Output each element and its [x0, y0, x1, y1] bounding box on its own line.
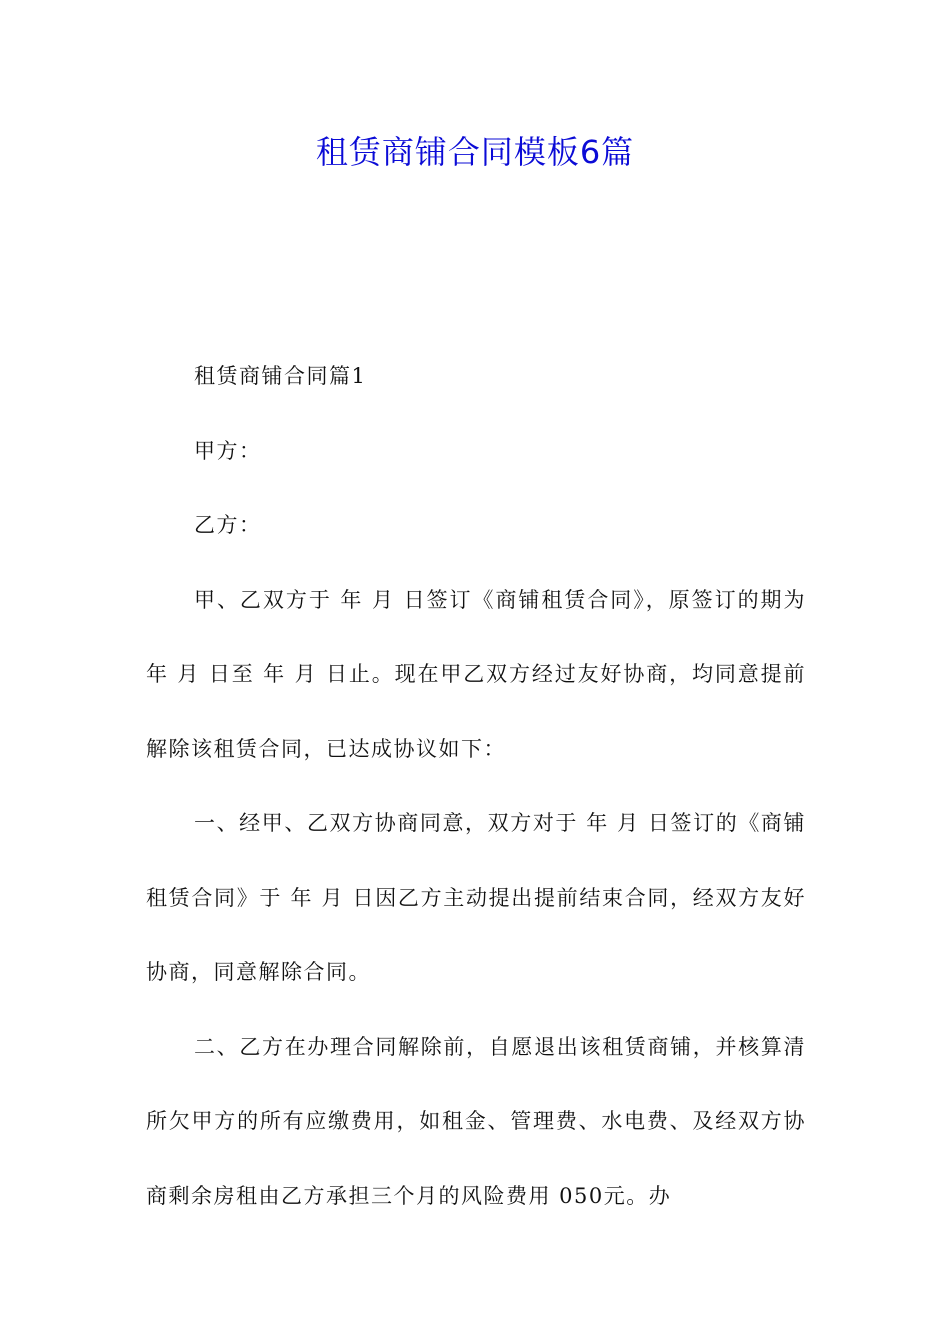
- document-title: 租赁商铺合同模板6篇: [315, 133, 635, 171]
- document-body: [146, 339, 806, 1233]
- party-a-line: 甲方：: [194, 438, 262, 463]
- clause-two-paragraph: 二、乙方在办理合同解除前，自愿退出该租赁商铺，并核算清所欠甲方的所有应缴费用，如租金、管理费、水电费、及经双方协商剩余房租由乙方承担三个月的风险费用 050元。办: [146, 1034, 806, 1208]
- clause-one-paragraph: 一、经甲、乙双方协商同意，双方对于 年 月 日签订的《商铺租赁合同》于 年 月 日因乙方主动提出提前结束合同，经双方友好协商，同意解除合同。: [146, 811, 806, 984]
- party-b-line: 乙方：: [194, 513, 262, 537]
- section-heading: 租赁商铺合同篇1: [194, 364, 367, 388]
- preamble-paragraph: 甲、乙双方于 年 月 日签订《商铺租赁合同》，原签订的期为 年 月 日至 年 月 日止。现在甲乙双方经过友好协商，均同意提前解除该租赁合同，已达成协议如下：: [146, 587, 806, 761]
